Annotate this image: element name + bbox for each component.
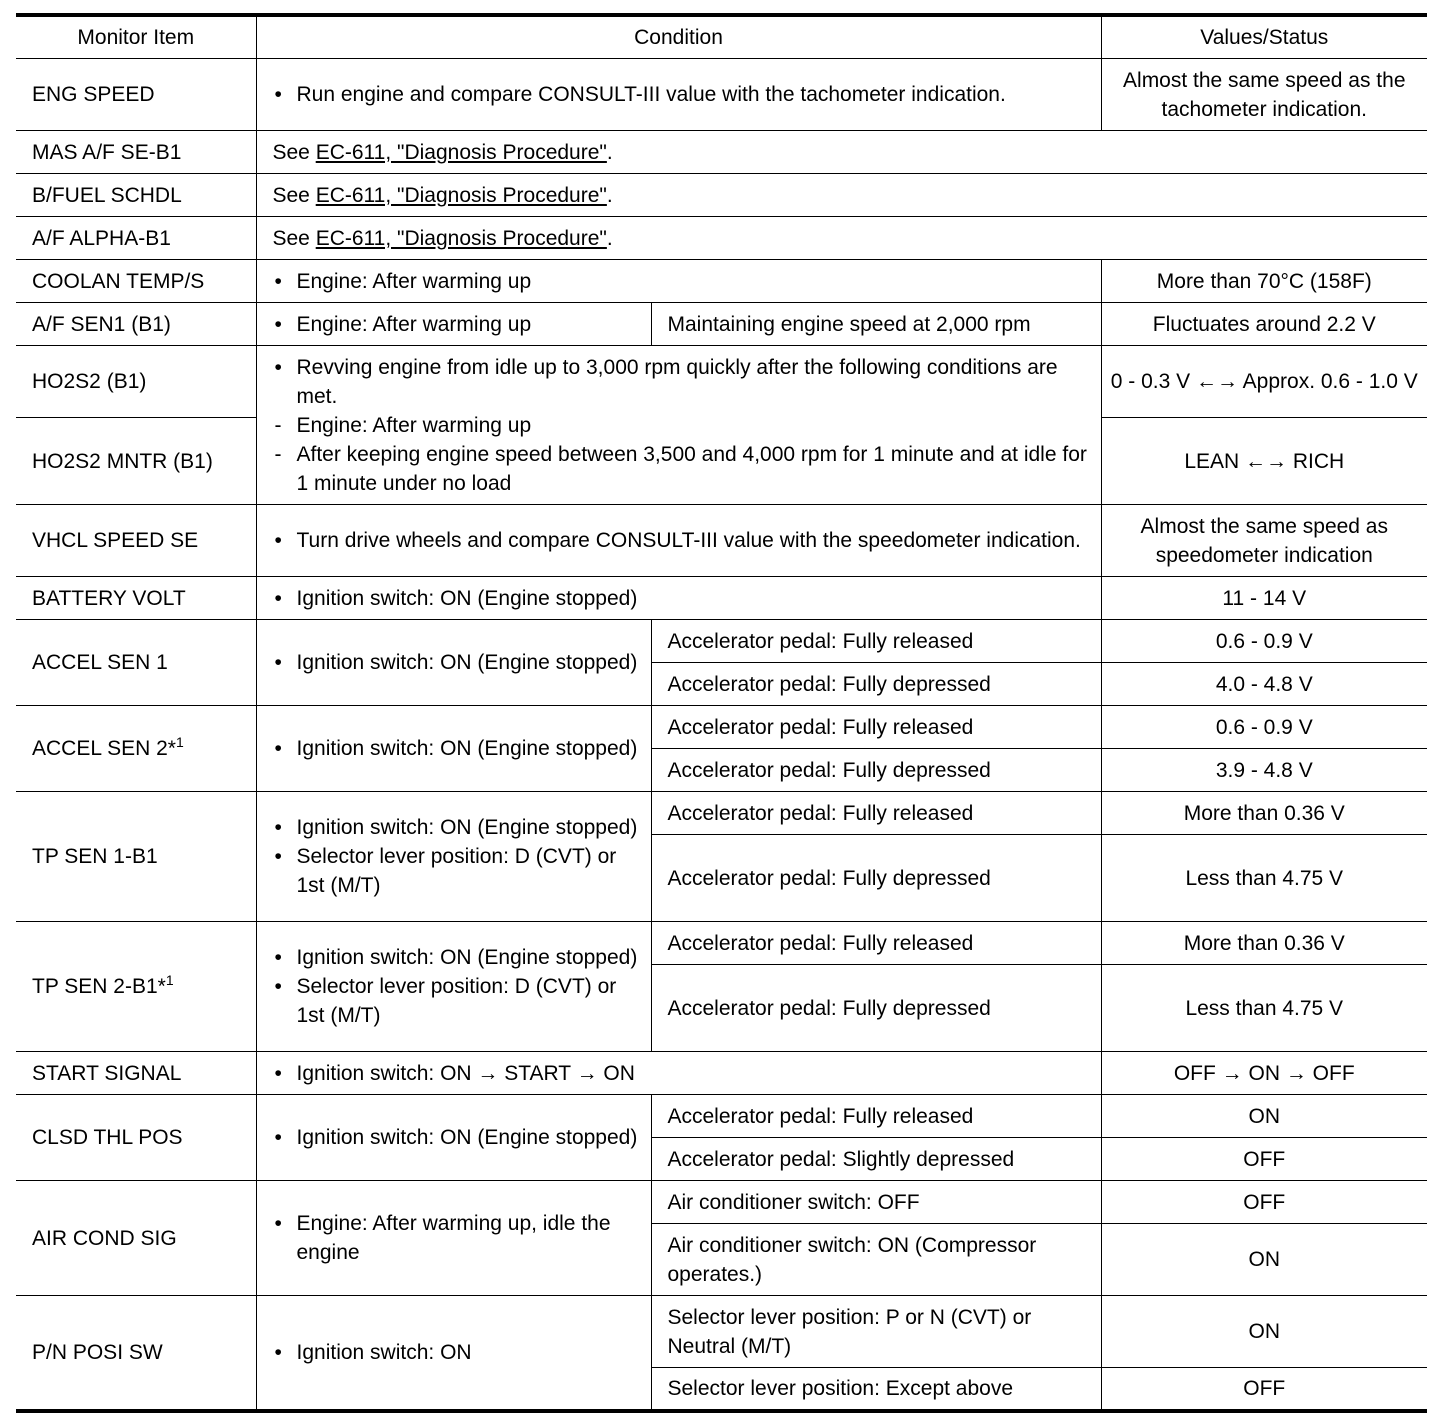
header-monitor-item: Monitor Item: [16, 15, 256, 59]
condition-cell: [256, 174, 1427, 217]
monitor-item: P/N POSI SW: [16, 1296, 256, 1411]
table-row: [16, 505, 1427, 577]
condition-text: • Ignition switch: ON → START → ON: [273, 1059, 1093, 1088]
monitor-item: B/FUEL SCHDL: [16, 174, 256, 217]
value-cell: Almost the same speed as speedometer indication: [1101, 505, 1427, 577]
value-cell: 0.6 - 0.9 V: [1101, 706, 1427, 749]
value-cell: 4.0 - 4.8 V: [1101, 663, 1427, 706]
condition-cell: [256, 922, 651, 1052]
value-cell: OFF → ON → OFF: [1101, 1052, 1427, 1095]
value-cell: ON: [1101, 1224, 1427, 1296]
see-text: See: [272, 140, 316, 164]
monitor-item: MAS A/F SE-B1: [16, 131, 256, 174]
condition-text: • Run engine and compare CONSULT-III value with the tachometer indication.: [273, 80, 1093, 109]
monitor-item: COOLAN TEMP/S: [16, 260, 256, 303]
value-cell: ON: [1101, 1095, 1427, 1138]
value-cell: More than 0.36 V: [1101, 922, 1427, 965]
value-cell: 0 - 0.3 V ←→ Approx. 0.6 - 1.0 V: [1101, 346, 1427, 418]
condition-text: • Ignition switch: ON (Engine stopped): [273, 943, 643, 972]
condition-text: • Revving engine from idle up to 3,000 rpm quickly after the following conditions are met.: [273, 353, 1093, 411]
table-row: [16, 792, 1427, 835]
sub-condition-cell: Accelerator pedal: Fully released: [651, 792, 1101, 835]
condition-text: • Turn drive wheels and compare CONSULT-III value with the speedometer indication.: [273, 526, 1093, 555]
footnote-marker: 1: [165, 972, 174, 988]
value-cell: OFF: [1101, 1368, 1427, 1411]
condition-text: • Selector lever position: D (CVT) or 1st (M/T): [273, 972, 643, 1030]
sub-condition-cell: Accelerator pedal: Fully depressed: [651, 749, 1101, 792]
value-cell: OFF: [1101, 1181, 1427, 1224]
table-row: [16, 1296, 1427, 1368]
table-row: [16, 131, 1427, 174]
value-cell: Fluctuates around 2.2 V: [1101, 303, 1427, 346]
monitor-item: AIR COND SIG: [16, 1181, 256, 1296]
monitor-item: HO2S2 MNTR (B1): [16, 418, 256, 505]
condition-cell: [256, 620, 651, 706]
condition-text: - Engine: After warming up: [273, 411, 1093, 440]
monitor-item: A/F SEN1 (B1): [16, 303, 256, 346]
diagnosis-procedure-link[interactable]: EC-611, "Diagnosis Procedure": [315, 183, 607, 207]
monitor-item: [16, 922, 256, 1052]
monitor-item: CLSD THL POS: [16, 1095, 256, 1181]
condition-text: - After keeping engine speed between 3,500 and 4,000 rpm for 1 minute and at idle for 1 minute under no load: [273, 440, 1093, 498]
condition-cell: [256, 217, 1427, 260]
sub-condition-cell: Accelerator pedal: Fully released: [651, 706, 1101, 749]
period-text: .: [606, 183, 613, 207]
table-row: [16, 577, 1427, 620]
diagnosis-procedure-link[interactable]: EC-611, "Diagnosis Procedure": [315, 226, 607, 250]
monitor-item: ACCEL SEN 1: [16, 620, 256, 706]
value-cell: 11 - 14 V: [1101, 577, 1427, 620]
sub-condition-cell: Accelerator pedal: Fully depressed: [651, 835, 1101, 922]
monitor-item: [16, 706, 256, 792]
header-condition: Condition: [256, 15, 1101, 59]
value-cell: 0.6 - 0.9 V: [1101, 620, 1427, 663]
header-row: [16, 15, 1427, 59]
value-cell: Less than 4.75 V: [1101, 835, 1427, 922]
table-row: [16, 59, 1427, 131]
condition-text: • Ignition switch: ON (Engine stopped): [273, 734, 643, 763]
table-row: [16, 1181, 1427, 1224]
value-cell: LEAN ←→ RICH: [1101, 418, 1427, 505]
monitor-item-table: [16, 13, 1427, 1413]
condition-cell: [256, 505, 1101, 577]
condition-text: • Ignition switch: ON (Engine stopped): [273, 813, 643, 842]
sub-condition-cell: Accelerator pedal: Fully released: [651, 922, 1101, 965]
condition-text: • Ignition switch: ON (Engine stopped): [273, 1123, 643, 1152]
condition-cell: [256, 1052, 1101, 1095]
table-row: [16, 1052, 1427, 1095]
condition-cell: [256, 260, 1101, 303]
header-values-status: Values/Status: [1101, 15, 1427, 59]
period-text: .: [606, 226, 613, 250]
condition-cell: [256, 1181, 651, 1296]
table-row: [16, 620, 1427, 663]
sub-condition-cell: Air conditioner switch: OFF: [651, 1181, 1101, 1224]
condition-cell: [256, 1296, 651, 1411]
table-row: [16, 922, 1427, 965]
value-cell: More than 0.36 V: [1101, 792, 1427, 835]
condition-text: • Engine: After warming up: [273, 267, 1093, 296]
table-row: [16, 217, 1427, 260]
sub-condition-cell: Accelerator pedal: Fully depressed: [651, 965, 1101, 1052]
period-text: .: [606, 140, 613, 164]
table-row: [16, 346, 1427, 418]
monitor-item: BATTERY VOLT: [16, 577, 256, 620]
monitor-item: A/F ALPHA-B1: [16, 217, 256, 260]
sub-condition-cell: Accelerator pedal: Slightly depressed: [651, 1138, 1101, 1181]
sub-condition-cell: Selector lever position: Except above: [651, 1368, 1101, 1411]
table-row: [16, 303, 1427, 346]
monitor-item: START SIGNAL: [16, 1052, 256, 1095]
sub-condition-cell: Accelerator pedal: Fully released: [651, 1095, 1101, 1138]
condition-text: • Engine: After warming up, idle the engine: [273, 1209, 643, 1267]
condition-text: • Ignition switch: ON (Engine stopped): [273, 584, 1093, 613]
sub-condition-cell: Accelerator pedal: Fully depressed: [651, 663, 1101, 706]
value-cell: More than 70°C (158F): [1101, 260, 1427, 303]
sub-condition-cell: Air conditioner switch: ON (Compressor operates.): [651, 1224, 1101, 1296]
condition-cell: [256, 131, 1427, 174]
condition-text: • Ignition switch: ON: [273, 1338, 643, 1367]
table-row: [16, 260, 1427, 303]
condition-cell: [256, 706, 651, 792]
table-row: [16, 706, 1427, 749]
footnote-marker: 1: [175, 734, 184, 750]
monitor-item: ENG SPEED: [16, 59, 256, 131]
condition-text: • Ignition switch: ON (Engine stopped): [273, 648, 643, 677]
diagnosis-procedure-link[interactable]: EC-611, "Diagnosis Procedure": [315, 140, 607, 164]
sub-condition-cell: Selector lever position: P or N (CVT) or Neutral (M/T): [651, 1296, 1101, 1368]
value-cell: OFF: [1101, 1138, 1427, 1181]
condition-text: • Engine: After warming up: [273, 310, 643, 339]
condition-text: • Selector lever position: D (CVT) or 1st (M/T): [273, 842, 643, 900]
condition-cell: [256, 1095, 651, 1181]
monitor-item: VHCL SPEED SE: [16, 505, 256, 577]
see-text: See: [272, 183, 316, 207]
monitor-item: TP SEN 1-B1: [16, 792, 256, 922]
condition-cell: [256, 59, 1101, 131]
condition-cell: [256, 303, 651, 346]
value-cell: 3.9 - 4.8 V: [1101, 749, 1427, 792]
condition-cell: [256, 577, 1101, 620]
value-cell: ON: [1101, 1296, 1427, 1368]
monitor-item-text: TP SEN 2-B1*: [32, 975, 166, 998]
see-text: See: [272, 226, 316, 250]
monitor-item: HO2S2 (B1): [16, 346, 256, 418]
table-row: [16, 1095, 1427, 1138]
condition-cell: [256, 346, 1101, 505]
condition-cell: [256, 792, 651, 922]
sub-condition-cell: Accelerator pedal: Fully released: [651, 620, 1101, 663]
table-row: [16, 174, 1427, 217]
value-cell: Less than 4.75 V: [1101, 965, 1427, 1052]
monitor-item-text: ACCEL SEN 2*: [32, 737, 176, 760]
sub-condition-cell: Maintaining engine speed at 2,000 rpm: [651, 303, 1101, 346]
value-cell: Almost the same speed as the tachometer indication.: [1101, 59, 1427, 131]
